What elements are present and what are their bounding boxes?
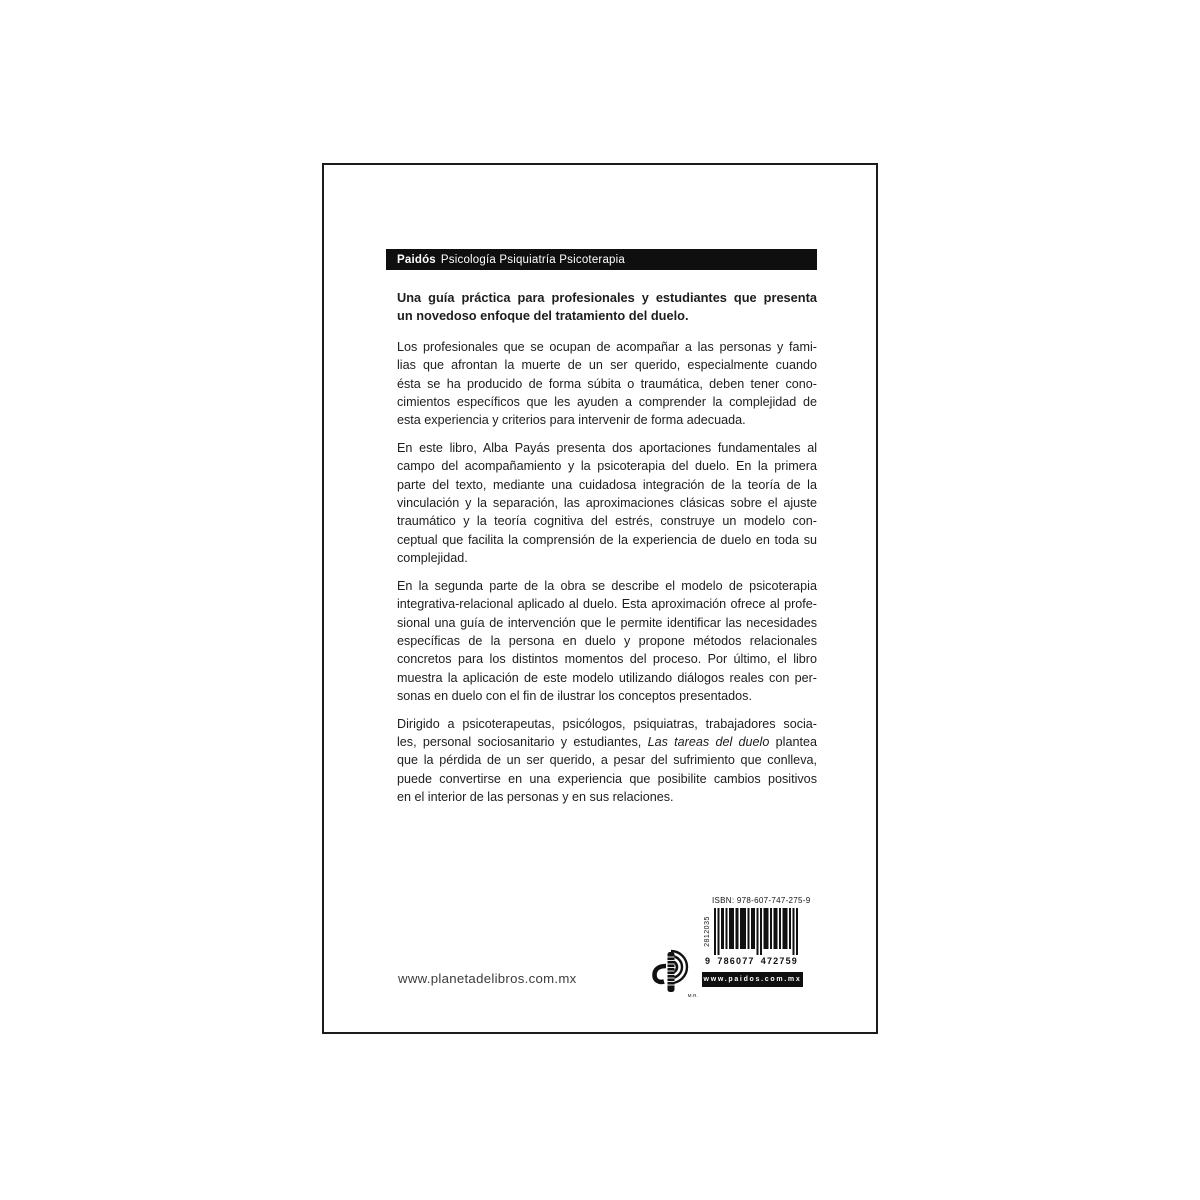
isbn-label: ISBN: 978-607-747-275-9 bbox=[712, 896, 811, 905]
logo-trademark: M.R. bbox=[687, 993, 698, 998]
body-copy bbox=[397, 289, 817, 816]
barcode-block bbox=[702, 896, 811, 987]
barcode-side-number bbox=[702, 908, 714, 955]
book-back-cover bbox=[322, 163, 878, 1034]
paidos-logo-glyph bbox=[650, 949, 696, 995]
brand-name: Paidós bbox=[397, 253, 436, 266]
ean-digit-group: 472759 bbox=[760, 956, 798, 966]
paragraph-4: Dirigido a psicoterapeutas, psicólogos, psiquiatras, trabajadores socia- les, personal sociosanitario y estudiantes, Las tareas del duelo plantea que la pérdida de un ser querido, a pesar del sufrimiento que conlleva, puede convertirse en una experiencia que posibilite cambios positivos en el interior de las personas y en sus relaciones. bbox=[397, 716, 817, 805]
planetadelibros-url: www.planetadelibros.com.mx bbox=[398, 971, 577, 986]
paidos-logo-icon bbox=[650, 949, 698, 998]
brand-categories: Psicología Psiquiatría Psicoterapia bbox=[440, 253, 625, 266]
paragraph-1: Los profesionales que se ocupan de acompañar a las personas y fami- lias que afrontan la muerte de un ser querido, especialmente cuando ésta se ha producido de forma súbita o traumática, deben tener cono- cimientos específicos que les ayuden a comprender la complejidad de esta experiencia y criterios para intervenir de forma adecuada. bbox=[397, 339, 817, 428]
barcode-side-number-text: 2812035 bbox=[704, 916, 711, 947]
publisher-url-bar: www.paidos.com.mx bbox=[702, 972, 803, 987]
barcode bbox=[702, 908, 803, 955]
intro-paragraph: Una guía práctica para profesionales y estudiantes que presenta un novedoso enfoque del tratamiento del duelo. bbox=[397, 290, 817, 324]
barcode-bars-icon bbox=[714, 908, 798, 955]
paragraph-2: En este libro, Alba Payás presenta dos aportaciones fundamentales al campo del acompañamiento y la psicoterapia del duelo. En la primera parte del texto, mediante una cuidadosa integración de la teoría de la vinculación y la separación, las aproximaciones clásicas sobre el ajuste traumático y la teoría cognitiva del estrés, construye un modelo con- ceptual que facilita la comprensión de la experiencia de duelo en toda su complejidad. bbox=[397, 440, 817, 566]
brand-bar bbox=[386, 249, 817, 270]
barcode-digits bbox=[705, 956, 798, 966]
ean-digit-group: 786077 bbox=[717, 956, 755, 966]
paragraph-3: En la segunda parte de la obra se describe el modelo de psicoterapia integrativa-relacional aplicado al duelo. Esta aproximación ofrece al profe- sional una guía de intervención que le permite identificar las necesidades específicas de la persona en duelo y propone métodos relacionales concretos para los distintos momentos del proceso. Por último, el libro muestra la aplicación de este modelo utilizando diálogos reales con per- sonas en duelo con el fin de ilustrar los conceptos presentados. bbox=[397, 578, 817, 704]
ean-digit-group: 9 bbox=[705, 956, 712, 966]
